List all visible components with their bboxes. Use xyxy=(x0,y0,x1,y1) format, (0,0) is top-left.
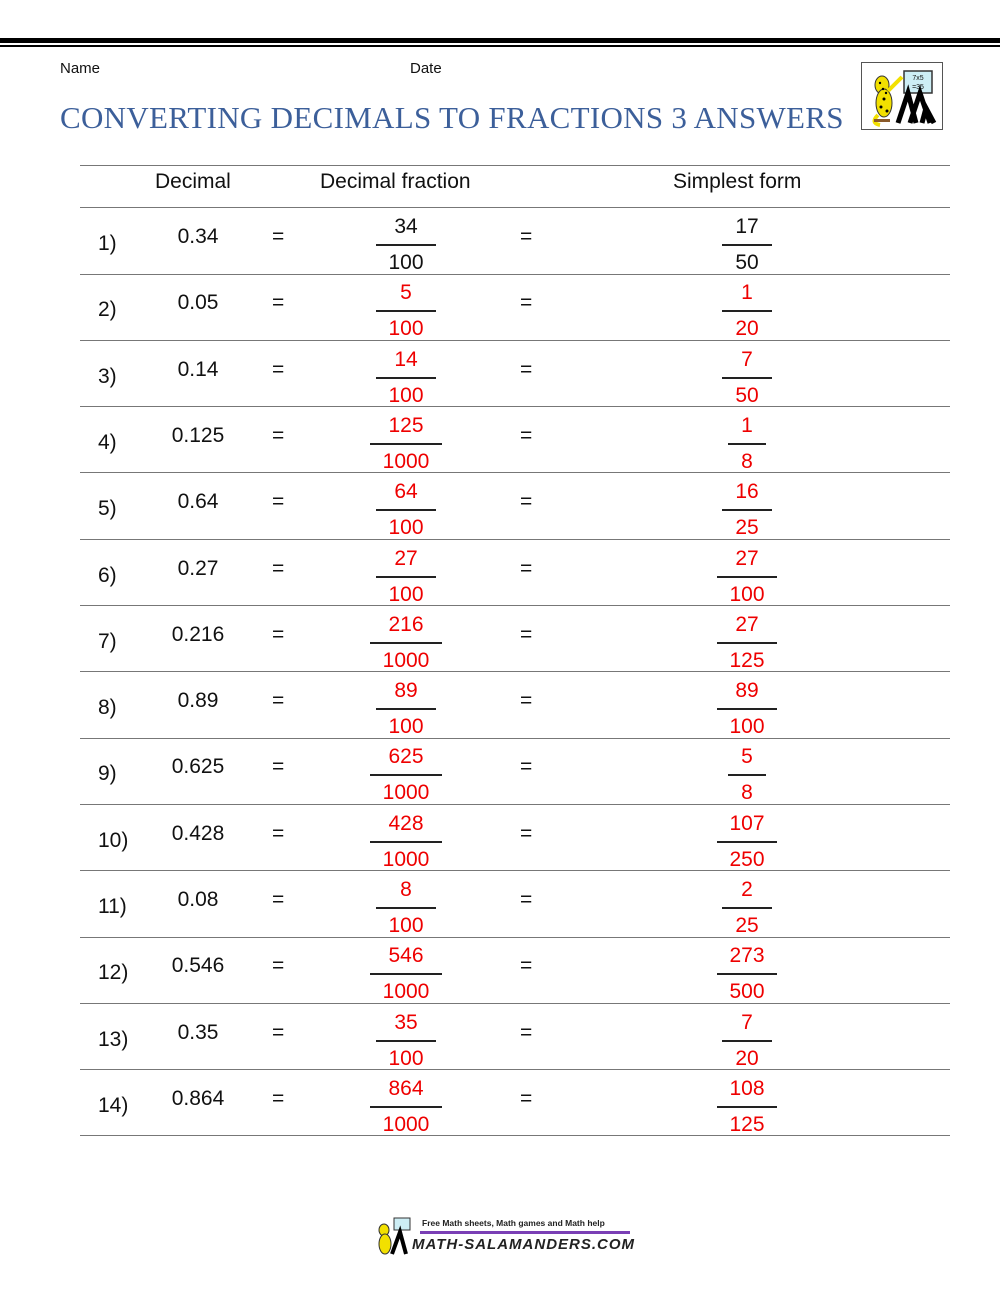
decimal-fraction xyxy=(351,809,461,875)
denominator: 100 xyxy=(729,582,765,606)
denominator: 20 xyxy=(735,1046,759,1070)
problem-number: 7) xyxy=(98,629,117,653)
decimal-value: 0.625 xyxy=(171,755,225,779)
numerator: 7 xyxy=(741,347,753,371)
decimal-value: 0.64 xyxy=(177,490,219,514)
fraction-bar xyxy=(722,907,772,909)
simplest-fraction xyxy=(692,610,802,676)
fraction-bar xyxy=(370,774,442,776)
decimal-value: 0.34 xyxy=(177,225,219,248)
problem-number: 6) xyxy=(98,563,117,587)
numerator: 2 xyxy=(741,878,753,901)
top-rule-thin xyxy=(0,45,1000,47)
problem-number: 12) xyxy=(98,961,129,985)
denominator: 50 xyxy=(735,383,759,407)
top-rule-thick xyxy=(0,38,1000,43)
decimal-fraction xyxy=(351,411,461,477)
equals-sign: = xyxy=(272,622,285,646)
denominator: 100 xyxy=(729,715,765,739)
fraction-bar xyxy=(722,377,772,379)
problem-number: 9) xyxy=(98,762,117,786)
denominator: 8 xyxy=(741,449,753,473)
decimal-fraction xyxy=(351,742,461,808)
decimal-value: 0.89 xyxy=(177,689,219,713)
numerator: 16 xyxy=(735,480,759,504)
equals-sign: = xyxy=(272,755,285,779)
denominator: 1000 xyxy=(382,781,430,805)
numerator: 17 xyxy=(735,215,759,238)
equals-sign: = xyxy=(272,291,285,315)
fraction-bar xyxy=(376,907,436,909)
numerator: 27 xyxy=(735,546,759,570)
numerator: 216 xyxy=(388,612,424,636)
numerator: 107 xyxy=(729,811,765,835)
simplest-fraction xyxy=(692,875,802,941)
denominator: 100 xyxy=(388,251,424,274)
fraction-bar xyxy=(376,576,436,578)
fraction-bar xyxy=(717,708,777,710)
problem-number: 5) xyxy=(98,497,117,521)
decimal-fraction xyxy=(351,477,461,543)
decimal-value: 0.546 xyxy=(171,954,225,978)
numerator: 273 xyxy=(729,944,765,968)
fraction-bar xyxy=(717,576,777,578)
numerator: 7 xyxy=(741,1010,753,1034)
numerator: 27 xyxy=(394,546,418,570)
decimal-value: 0.864 xyxy=(171,1086,225,1110)
equals-sign: = xyxy=(520,1086,533,1110)
numerator: 625 xyxy=(388,745,424,769)
decimal-fraction xyxy=(351,941,461,1007)
name-label: Name xyxy=(60,60,101,77)
table-row xyxy=(80,606,950,672)
footer-brand: MATH-SALAMANDERS.COM xyxy=(412,1236,636,1253)
problem-number: 3) xyxy=(98,364,117,388)
decimal-fraction xyxy=(351,278,461,344)
page-title: CONVERTING DECIMALS TO FRACTIONS 3 ANSWERS xyxy=(60,100,844,135)
equals-sign: = xyxy=(272,689,285,713)
decimal-fraction xyxy=(351,1008,461,1074)
table-row xyxy=(80,672,950,738)
fraction-bar xyxy=(722,310,772,312)
equals-sign: = xyxy=(272,888,285,911)
fraction-bar xyxy=(717,642,777,644)
equals-sign: = xyxy=(520,291,533,315)
table-row xyxy=(80,805,950,871)
denominator: 1000 xyxy=(382,449,430,473)
equals-sign: = xyxy=(520,954,533,978)
denominator: 100 xyxy=(388,715,424,739)
denominator: 125 xyxy=(729,648,765,672)
simplest-fraction xyxy=(692,345,802,411)
equals-sign: = xyxy=(272,423,285,447)
footer-logo xyxy=(372,1216,636,1272)
simplest-fraction xyxy=(692,212,802,278)
fraction-bar xyxy=(376,310,436,312)
equals-sign: = xyxy=(272,821,285,845)
denominator: 100 xyxy=(388,1046,424,1070)
equals-sign: = xyxy=(272,225,285,248)
numerator: 8 xyxy=(400,878,412,901)
decimal-value: 0.14 xyxy=(177,357,219,381)
equals-sign: = xyxy=(272,357,285,381)
fraction-bar xyxy=(728,774,766,776)
decimal-value: 0.05 xyxy=(177,291,219,315)
table-row xyxy=(80,937,950,1003)
equals-sign: = xyxy=(520,225,533,248)
fraction-bar xyxy=(722,509,772,511)
simplest-fraction xyxy=(692,1074,802,1140)
denominator: 100 xyxy=(388,383,424,407)
problem-number: 1) xyxy=(98,232,117,255)
numerator: 125 xyxy=(388,413,424,437)
decimal-fraction xyxy=(351,1074,461,1140)
decimal-fraction xyxy=(351,345,461,411)
table-row xyxy=(80,738,950,804)
simplest-fraction xyxy=(692,676,802,742)
simplest-fraction xyxy=(692,941,802,1007)
equals-sign: = xyxy=(272,556,285,580)
denominator: 1000 xyxy=(382,648,430,672)
fraction-bar xyxy=(370,642,442,644)
numerator: 35 xyxy=(394,1010,418,1034)
decimal-value: 0.428 xyxy=(171,821,225,845)
decimal-value: 0.35 xyxy=(177,1020,219,1044)
decimal-value: 0.125 xyxy=(171,423,225,447)
footer-salamander-icon xyxy=(372,1216,416,1260)
decimal-fraction xyxy=(351,676,461,742)
column-header-simplest-form: Simplest form xyxy=(673,170,802,193)
decimal-value: 0.08 xyxy=(177,888,219,911)
fraction-bar xyxy=(376,1040,436,1042)
table-row xyxy=(80,540,950,606)
salamander-logo-icon xyxy=(861,62,943,130)
numerator: 108 xyxy=(729,1076,765,1100)
table-row xyxy=(80,407,950,473)
simplest-fraction xyxy=(692,1008,802,1074)
simplest-fraction xyxy=(692,742,802,808)
problem-number: 11) xyxy=(98,895,127,918)
fraction-bar xyxy=(722,244,772,246)
equals-sign: = xyxy=(520,490,533,514)
decimal-fraction xyxy=(351,544,461,610)
numerator: 5 xyxy=(741,745,753,769)
fraction-bar xyxy=(376,244,436,246)
table-row xyxy=(80,871,950,937)
table-row xyxy=(80,1070,950,1136)
numerator: 14 xyxy=(394,347,418,371)
numerator: 34 xyxy=(394,215,418,238)
numerator: 89 xyxy=(735,679,759,703)
problem-number: 14) xyxy=(98,1093,129,1117)
date-label: Date xyxy=(410,60,442,77)
footer-tagline: Free Math sheets, Math games and Math help xyxy=(422,1218,605,1228)
table-row xyxy=(80,341,950,407)
fraction-bar xyxy=(376,708,436,710)
numerator: 89 xyxy=(394,679,418,703)
fraction-bar xyxy=(370,841,442,843)
numerator: 27 xyxy=(735,612,759,636)
table-row xyxy=(80,208,950,274)
denominator: 100 xyxy=(388,914,424,937)
table-row xyxy=(80,1004,950,1070)
equals-sign: = xyxy=(520,1020,533,1044)
denominator: 8 xyxy=(741,781,753,805)
fraction-bar xyxy=(370,1106,442,1108)
fraction-bar xyxy=(717,973,777,975)
fraction-bar xyxy=(717,841,777,843)
equals-sign: = xyxy=(272,1020,285,1044)
fraction-bar xyxy=(717,1106,777,1108)
numerator: 1 xyxy=(741,281,753,305)
equals-sign: = xyxy=(520,423,533,447)
fraction-bar xyxy=(722,1040,772,1042)
column-header-decimal-fraction: Decimal fraction xyxy=(320,170,471,193)
numerator: 64 xyxy=(394,480,418,504)
fraction-bar xyxy=(376,377,436,379)
numerator: 864 xyxy=(388,1076,424,1100)
denominator: 100 xyxy=(388,317,424,341)
equals-sign: = xyxy=(520,821,533,845)
fraction-bar xyxy=(728,443,766,445)
decimal-fraction xyxy=(351,610,461,676)
equals-sign: = xyxy=(272,954,285,978)
equals-sign: = xyxy=(520,888,533,911)
denominator: 50 xyxy=(735,251,759,274)
numerator: 5 xyxy=(400,281,412,305)
problem-number: 4) xyxy=(98,430,117,454)
fraction-bar xyxy=(370,973,442,975)
denominator: 250 xyxy=(729,847,765,871)
svg-text:=35: =35 xyxy=(912,84,924,91)
simplest-fraction xyxy=(692,477,802,543)
decimal-value: 0.27 xyxy=(177,556,219,580)
denominator: 100 xyxy=(388,516,424,540)
denominator: 25 xyxy=(735,914,759,937)
fraction-bar xyxy=(376,509,436,511)
equals-sign: = xyxy=(272,1086,285,1110)
numerator: 428 xyxy=(388,811,424,835)
svg-text:7x5: 7x5 xyxy=(912,75,924,82)
equals-sign: = xyxy=(520,622,533,646)
table-row xyxy=(80,473,950,539)
decimal-value: 0.216 xyxy=(171,622,225,646)
denominator: 1000 xyxy=(382,847,430,871)
fraction-bar xyxy=(370,443,442,445)
denominator: 500 xyxy=(729,980,765,1004)
equals-sign: = xyxy=(520,689,533,713)
decimal-fraction xyxy=(351,212,461,278)
problem-number: 10) xyxy=(98,828,129,852)
problem-number: 13) xyxy=(98,1027,129,1051)
row-divider xyxy=(80,1135,950,1136)
equals-sign: = xyxy=(520,556,533,580)
top-double-rule xyxy=(0,38,1000,47)
denominator: 100 xyxy=(388,582,424,606)
denominator: 20 xyxy=(735,317,759,341)
simplest-fraction xyxy=(692,278,802,344)
equals-sign: = xyxy=(520,357,533,381)
simplest-fraction xyxy=(692,544,802,610)
numerator: 1 xyxy=(741,413,753,437)
denominator: 1000 xyxy=(382,980,430,1004)
simplest-fraction xyxy=(692,411,802,477)
table-top-rule xyxy=(80,165,950,166)
footer-divider xyxy=(420,1231,630,1234)
problem-number: 2) xyxy=(98,298,117,322)
equals-sign: = xyxy=(520,755,533,779)
column-header-decimal: Decimal xyxy=(155,170,231,193)
problem-number: 8) xyxy=(98,696,117,720)
table-row xyxy=(80,274,950,340)
decimal-fraction xyxy=(351,875,461,941)
denominator: 125 xyxy=(729,1112,765,1136)
simplest-fraction xyxy=(692,809,802,875)
denominator: 25 xyxy=(735,516,759,540)
equals-sign: = xyxy=(272,490,285,514)
numerator: 546 xyxy=(388,944,424,968)
denominator: 1000 xyxy=(382,1112,430,1136)
